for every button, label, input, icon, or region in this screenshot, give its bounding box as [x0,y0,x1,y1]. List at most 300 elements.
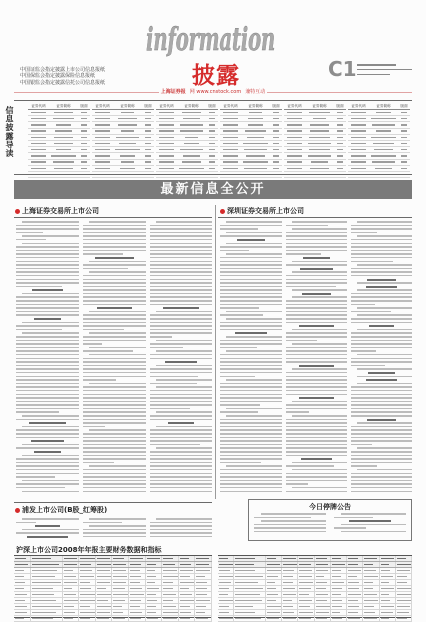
text-line [83,279,146,281]
text-line [150,354,212,356]
table-cell-text [397,558,406,559]
text-line [220,354,282,356]
index-cell-text [145,137,152,138]
text-line [83,473,146,475]
table-cell [234,586,266,591]
table-cell-text [163,612,177,613]
index-cell [220,129,241,134]
index-cell [241,147,270,152]
index-cell [369,110,398,115]
table-cell-text [80,600,95,601]
text-line [150,343,212,345]
table-cell [129,586,146,591]
index-cell-text [337,124,344,125]
index-cell [156,141,177,146]
table-cell [195,562,212,567]
table-cell-text [267,612,280,613]
table-cell [63,604,80,609]
text-line [89,354,146,356]
table-cell-text [283,576,293,577]
table-cell [179,574,196,579]
table-cell [63,580,80,585]
table-cell [234,580,266,585]
text-line [286,408,347,410]
text-line [351,365,385,367]
index-cell-text [337,168,344,169]
table-cell-text [397,576,408,577]
index-cell-text [287,112,302,113]
table-cell-text [283,582,293,583]
table-cell [218,574,234,579]
text-line [22,243,79,245]
text-line [16,296,79,298]
table-cell [179,604,196,609]
table-cell-text [299,582,313,583]
table-cell [112,598,129,603]
index-cell [49,110,78,115]
text-line [351,350,376,352]
text-line [286,358,347,360]
text-heading [301,458,332,460]
table-cell-text [163,576,177,577]
index-cell [305,116,334,121]
text-heading [34,451,60,453]
index-header-cell: 证券代码 [31,104,46,108]
index-cell [398,147,410,152]
index-cell [177,160,206,165]
table-cell-text [299,588,310,589]
table-cell [282,592,298,597]
table-cell-text [381,618,390,619]
text-line [83,469,146,471]
index-cell [156,153,177,158]
text-line [83,476,146,478]
table-cell-text [130,594,144,595]
text-line [254,517,311,519]
text-line [220,329,282,331]
index-cell-text [209,143,216,144]
table-cell [298,592,314,597]
table-cell [282,586,298,591]
index-cell [28,135,49,140]
table-cell-text [267,606,281,607]
index-cell-text [401,149,408,150]
table-cell [162,610,179,615]
text-line [83,235,146,237]
text-line [351,411,412,413]
table-cell [298,586,314,591]
table-cell-text [64,570,73,571]
index-cell-text [287,118,302,119]
text-line [16,340,79,342]
text-line [83,379,116,381]
table-cell [31,610,63,615]
table-cell [315,562,331,567]
text-line [220,257,282,259]
index-cell [113,116,142,121]
table-cell [14,598,31,603]
text-line [286,332,347,334]
text-line [150,329,212,331]
text-line [83,368,146,370]
index-header-cell: 证券代码 [351,104,366,108]
table-cell [31,574,63,579]
text-line [16,462,79,464]
index-cell [28,160,49,165]
table-cell [146,574,163,579]
table-cell [218,568,234,573]
text-line [357,314,412,316]
text-line [351,304,375,306]
text-line [16,522,36,524]
table-cell-text [147,594,156,595]
table-cell [162,592,179,597]
text-line [220,390,282,392]
index-cell-text [95,161,110,162]
index-cell-text [145,143,152,144]
table-cell [363,580,379,585]
table-cell [31,616,63,621]
text-line [292,261,347,263]
index-header-cell: 版面 [80,104,88,108]
index-cell-text [273,149,280,150]
text-line [16,343,79,345]
table-cell [282,568,298,573]
editor-info-block [357,64,412,78]
text-heading [31,440,63,442]
table-cell [331,598,347,603]
text-line [156,350,212,352]
index-header-cell: 证券简称 [120,104,135,108]
text-line [286,336,347,338]
text-line [286,253,321,255]
table-cell [129,592,146,597]
text-line [150,455,212,457]
index-cell [284,135,305,140]
table-cell [146,556,163,561]
index-cell [334,135,346,140]
text-line [226,415,282,417]
text-line [150,487,212,489]
table-cell-text [196,618,208,619]
index-cell-text [81,130,88,131]
table-cell-text [97,576,111,577]
text-line [150,525,212,527]
text-line [22,518,79,520]
text-line [351,250,412,252]
table-cell [162,568,179,573]
index-cell-text [287,155,302,156]
index-cell-text [159,168,174,169]
text-line [334,527,366,529]
index-cell [92,122,113,127]
text-line [150,296,212,298]
text-line [150,253,212,255]
index-cell-text [145,161,152,162]
section-banner: 最新信息全公开 [14,180,412,199]
text-line [150,429,212,431]
table-cell-text [381,600,391,601]
index-cell-text [308,143,331,144]
table-cell [282,610,298,615]
text-line [286,322,347,324]
text-line [156,365,212,367]
section-rule [218,217,412,218]
text-line [351,465,377,467]
index-header-cell: 证券代码 [287,104,302,108]
index-cell [369,122,398,127]
table-cell [79,562,96,567]
text-line [22,444,79,446]
table-cell [31,604,63,609]
table-cell [298,562,314,567]
text-line [83,394,146,396]
table-cell [380,568,396,573]
text-line [286,440,347,442]
table-cell-text [15,558,26,559]
index-header-cell: 证券代码 [159,104,174,108]
table-cell-text [397,588,411,589]
strip-site: 网 www.cnstock.com [189,89,242,95]
text-line [83,300,146,302]
table-cell-text [332,606,342,607]
table-cell [347,580,363,585]
table-cell [63,556,80,561]
index-cell [49,116,78,121]
table-cell [234,604,266,609]
index-cell-text [287,149,302,150]
masthead-note: 中国银监会指定披露信托公司信息报纸 [20,79,106,86]
table-cell-text [113,618,125,619]
text-line [150,419,212,421]
index-cell-text [273,168,280,169]
index-cell-text [401,161,408,162]
index-cell-text [401,143,408,144]
table-cell-text [32,612,57,613]
text-heading [303,257,330,259]
text-line [16,336,79,338]
text-line [357,264,412,266]
text-line [83,532,146,534]
table-cell-text [219,600,233,601]
table-cell-text [97,588,106,589]
table-cell [218,616,234,621]
table-cell-text [163,588,173,589]
index-cell-text [119,143,136,144]
text-line [351,462,412,464]
text-line [351,322,412,324]
index-cell-text [374,149,393,150]
table-cell-text [64,588,73,589]
table-cell [234,598,266,603]
table-cell-text [348,582,359,583]
text-line [16,469,79,471]
table-cell-text [163,570,177,571]
index-cell-text [287,130,302,131]
index-cell [284,160,305,165]
text-line [357,235,412,237]
index-cell [398,160,410,165]
table-cell [63,616,80,621]
text-line [286,429,347,431]
table-cell-text [219,558,228,559]
index-cell [270,135,282,140]
text-line [351,483,412,485]
text-line [286,246,347,248]
text-line [16,429,79,431]
table-cell-text [196,588,207,589]
text-line [150,314,212,316]
table-cell [380,586,396,591]
text-line [16,354,79,356]
index-cell-text [145,112,152,113]
index-cell [270,153,282,158]
text-line [83,246,146,248]
table-cell [14,586,31,591]
table-cell-text [397,594,411,595]
index-cell-text [159,130,174,131]
table-cell-text [15,618,24,619]
index-cell-text [209,137,216,138]
text-line [83,228,146,230]
text-line [220,480,282,482]
text-line [220,268,282,270]
index-cell [305,122,334,127]
text-line [83,286,146,288]
index-cell [241,110,270,115]
text-line [83,444,146,446]
text-line [156,311,212,313]
table-cell [266,604,282,609]
table-cell-text [332,600,343,601]
text-line [83,322,146,324]
text-line [16,314,79,316]
text-line [220,397,282,399]
text-line [286,422,347,424]
index-cell-text [31,161,46,162]
table-cell [396,586,412,591]
table-cell-text [397,606,410,607]
text-line [150,232,212,234]
table-cell-text [267,594,278,595]
text-line [83,411,146,413]
table-cell [162,598,179,603]
article-column [150,221,212,498]
table-cell-text [80,576,93,577]
text-line [351,318,412,320]
masthead-note: 中国证监会指定披露上市公司信息报纸 [20,67,106,73]
text-line [83,390,146,392]
index-cell [220,116,241,121]
index-cell [113,141,142,146]
text-line [220,419,282,421]
text-line [351,275,412,277]
text-line [220,368,282,370]
text-line [286,433,347,435]
table-cell [282,604,298,609]
text-line [220,314,263,316]
table-cell [112,616,129,621]
text-line [150,332,212,334]
table-cell-text [147,576,157,577]
index-cell-text [209,118,216,119]
table-cell-text [397,570,410,571]
table-cell-text [15,594,27,595]
article-column [351,221,412,498]
table-cell [347,562,363,567]
table-cell [79,616,96,621]
table-cell-text [316,606,330,607]
table-cell [112,562,129,567]
table-cell [380,598,396,603]
text-line [292,221,347,223]
text-line [83,250,146,252]
text-line [16,383,79,385]
text-line [351,455,412,457]
index-cell-text [309,112,329,113]
text-line [83,426,105,428]
index-cell-text [56,149,70,150]
text-line [226,232,282,234]
text-line [150,483,212,485]
table-cell [96,598,113,603]
text-line [22,235,79,237]
index-cell-text [351,168,366,169]
index-cell [220,122,241,127]
text-line [83,483,146,485]
table-cell-text [15,564,28,565]
table-cell-text [130,558,143,559]
table-cell-text [64,558,77,559]
table-cell [266,610,282,615]
table-cell-text [267,564,280,565]
index-table [348,103,410,171]
table-cell-text [235,618,261,619]
index-cell [206,141,218,146]
index-cell [305,135,334,140]
table-cell-text [147,570,156,571]
table-cell [347,604,363,609]
editor-info-line [357,74,390,76]
table-cell-text [15,570,24,571]
text-line [16,433,79,435]
table-cell-text [32,576,55,577]
table-cell-text [299,594,309,595]
text-line [83,243,146,245]
table-cell [112,586,129,591]
text-line [351,394,412,396]
index-cell [28,129,49,134]
text-line [150,282,212,284]
table-cell [79,568,96,573]
table-cell [218,556,234,561]
table-cell [396,556,412,561]
table-cell-text [219,588,229,589]
text-line [220,444,282,446]
index-cell-text [273,155,280,156]
table-cell-text [283,594,296,595]
table-cell [96,586,113,591]
index-cell-text [54,137,73,138]
table-cell [347,574,363,579]
index-cell-text [81,155,88,156]
index-cell [270,141,282,146]
text-line [351,311,391,313]
text-line [22,455,79,457]
text-line [226,243,282,245]
table-cell-text [80,582,90,583]
index-cell [156,160,177,165]
